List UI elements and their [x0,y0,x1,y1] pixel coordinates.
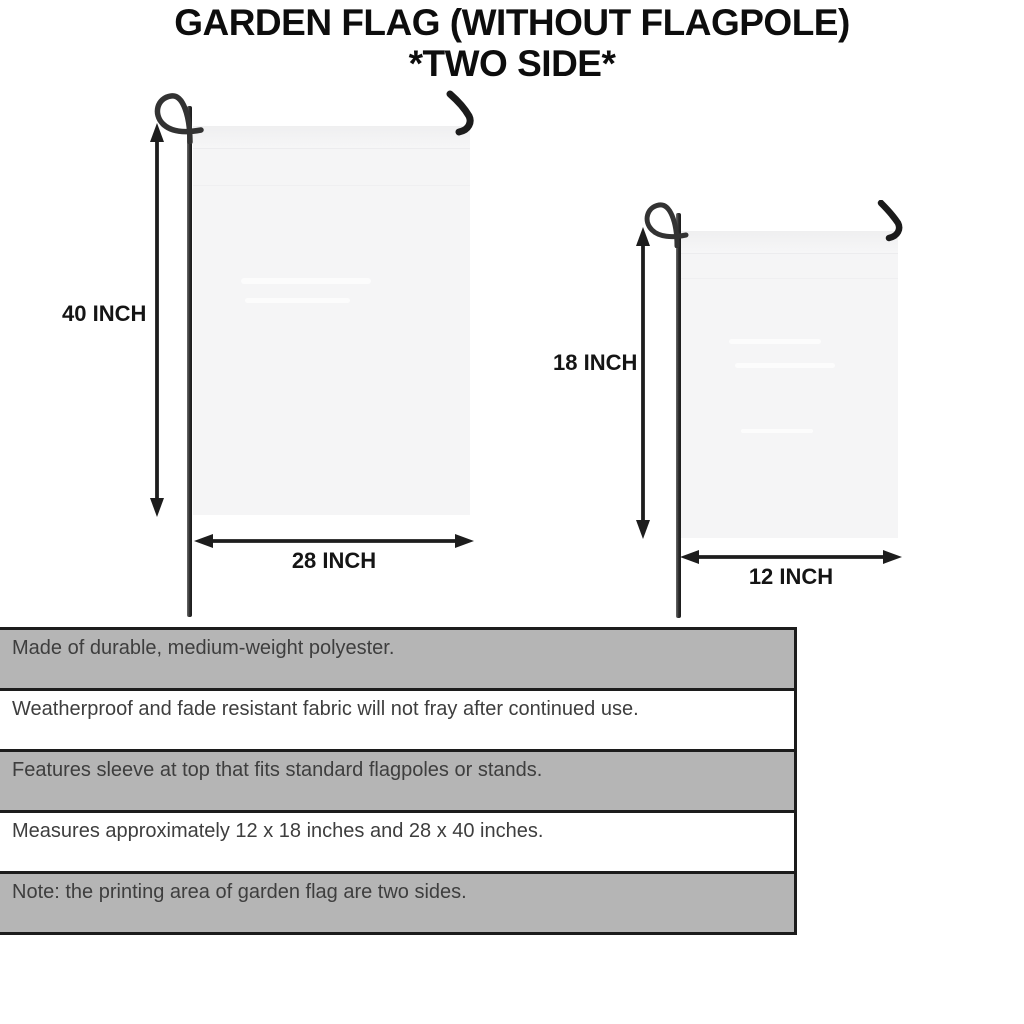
feature-row [0,630,794,691]
feature-row [0,691,794,752]
large-flagpole-hook-icon [443,90,483,138]
small-flag-sleeve [681,231,898,254]
feature-text: Features sleeve at top that fits standard flagpoles or stands. [12,759,543,781]
large-height-arrow [148,122,166,518]
feature-table [0,627,797,935]
feature-text: Weatherproof and fade resistant fabric will not fray after continued use. [12,698,639,720]
feature-row [0,752,794,813]
large-flag-sleeve [193,126,470,149]
page-title [0,2,1024,84]
small-flag-seam [681,278,898,279]
fabric-wrinkle [735,363,835,368]
fabric-wrinkle [741,429,813,433]
large-flagpole [187,106,192,617]
large-flag [193,126,470,515]
small-flagpole-hook-icon [875,200,911,242]
small-flag [681,231,898,538]
fabric-wrinkle [729,339,821,344]
small-height-label: 18 INCH [553,350,638,375]
small-height-arrow [634,226,652,540]
title-line-2: *TWO SIDE* [408,43,616,84]
feature-row [0,813,794,874]
small-width-label: 12 INCH [748,564,834,589]
fabric-wrinkle [241,278,371,284]
large-flag-seam [193,185,470,186]
feature-text: Measures approximately 12 x 18 inches and 28 x 40 inches. [12,820,544,842]
large-width-label: 28 INCH [291,548,377,573]
feature-text: Note: the printing area of garden flag are two sides. [12,881,467,903]
feature-text: Made of durable, medium-weight polyester. [12,637,395,659]
large-height-label: 40 INCH [62,301,147,326]
title-line-1: GARDEN FLAG (WITHOUT FLAGPOLE) [174,2,850,43]
fabric-wrinkle [245,298,350,303]
feature-row [0,874,794,932]
